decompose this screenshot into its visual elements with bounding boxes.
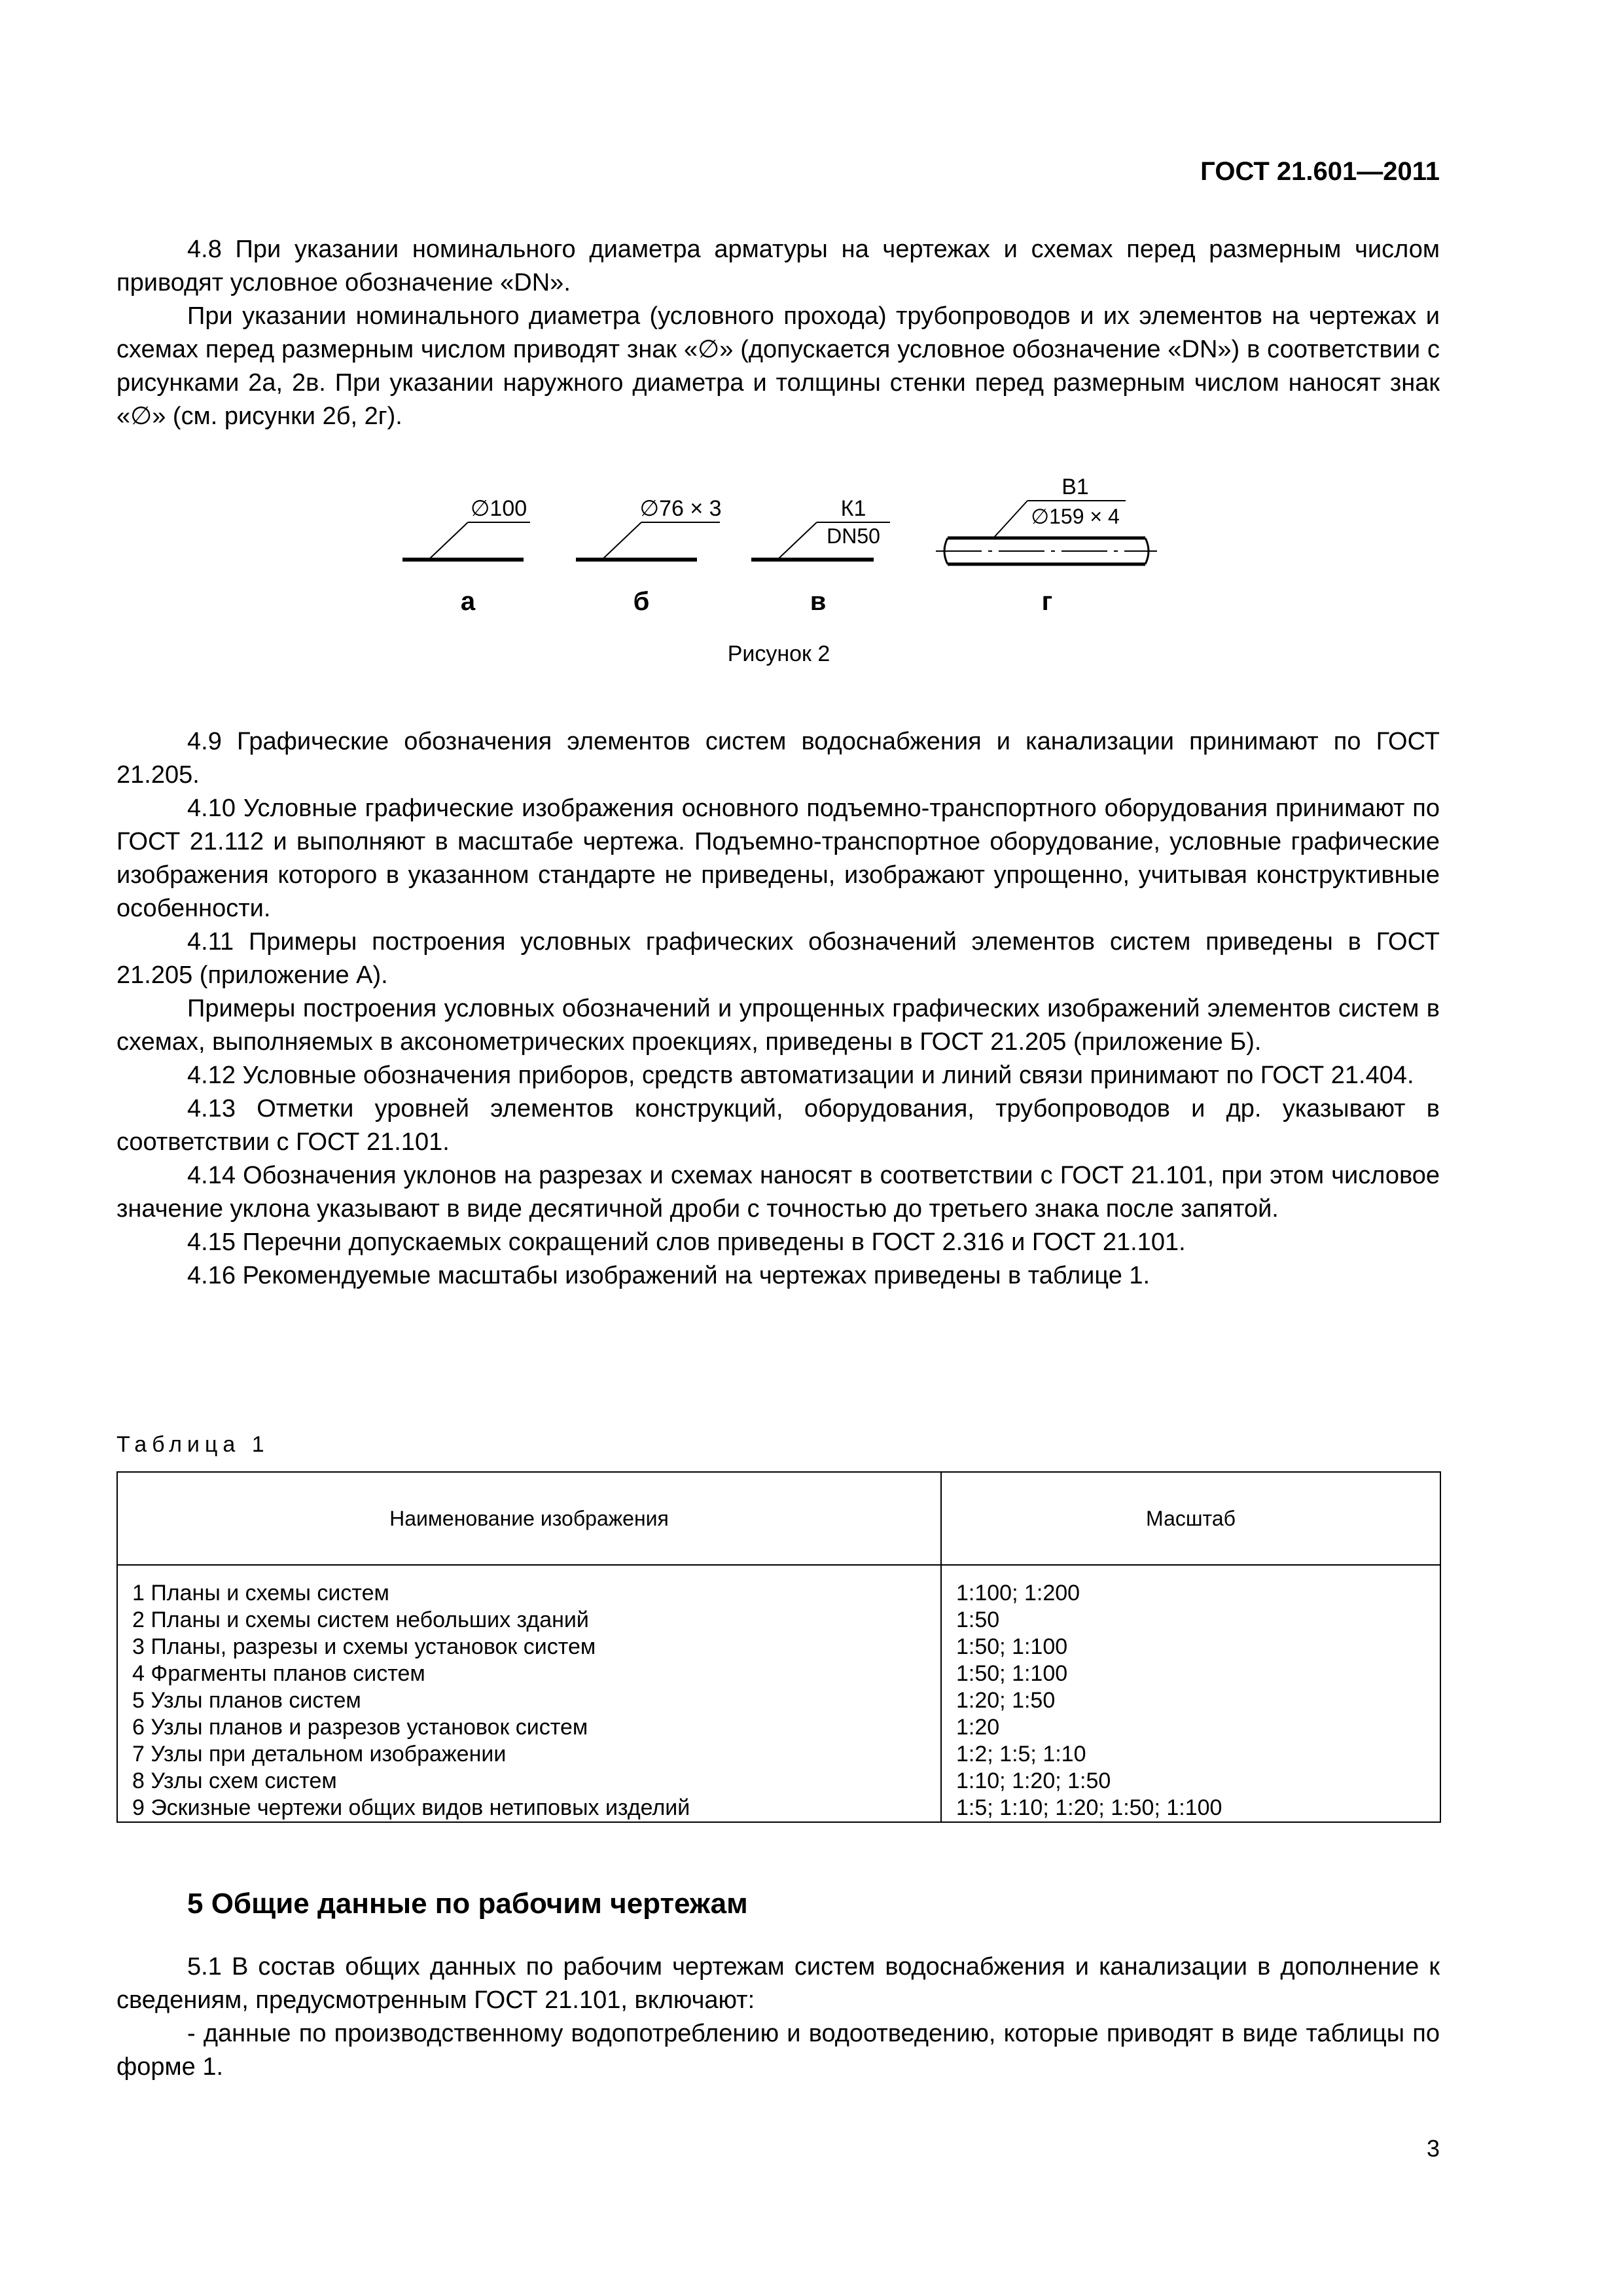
figure-a-label: а <box>460 587 476 616</box>
figure-item-v <box>751 496 890 616</box>
figure-b-label: б <box>633 587 650 616</box>
table-row-scale: 1:50; 1:100 <box>956 1634 1068 1659</box>
figure-v-dn: DN50 <box>827 524 880 548</box>
table-row-name: 2 Планы и схемы систем небольших зданий <box>132 1607 589 1632</box>
document-number: ГОСТ 21.601—2011 <box>1200 157 1440 186</box>
table-1 <box>116 1471 1441 1820</box>
paragraph-5-1: 5.1 В состав общих данных по рабочим чертежам систем водоснабжения и канализации в дополнение к сведениям, предусмотренным ГОСТ 21.101, включают: <box>116 1953 1440 2014</box>
table-row-name: 4 Фрагменты планов систем <box>132 1661 425 1686</box>
figure-caption: Рисунок 2 <box>727 641 830 666</box>
figure-g-diameter: ∅159 × 4 <box>1031 505 1120 528</box>
paragraph-4-9: 4.9 Графические обозначения элементов систем водоснабжения и канализации принимают по ГОСТ 21.205. <box>116 728 1440 789</box>
body-paragraphs <box>116 725 1440 1293</box>
paragraph-4-8: 4.8 При указании номинального диаметра арматуры на чертежах и схемах перед размерным числом приводят условное обозначение «DN». <box>116 236 1440 296</box>
paragraph-5-1-item: - данные по производственному водопотреблению и водоотведению, которые приводят в виде таблицы по форме 1. <box>116 2020 1440 2081</box>
paragraph-4-8-continued: При указании номинального диаметра (условного прохода) трубопроводов и их элементов на чертежах и схемах перед размерным числом приводят знак «∅» (допускается условное обозначение «DN») в соответствии с рисунками 2а, 2в. При указании наружного диаметра и толщины стенки перед размерным числом наносят знак «∅» (см. рисунки 2б, 2г). <box>116 302 1440 430</box>
scale-column <box>941 1565 1440 1822</box>
paragraph-4-11-continued: Примеры построения условных обозначений и упрощенных графических изображений элементов систем в схемах, выполняемых в аксонометрических проекциях, приведены в ГОСТ 21.205 (приложение Б). <box>116 995 1440 1056</box>
paragraph-4-12: 4.12 Условные обозначения приборов, средств автоматизации и линий связи принимают по ГОСТ 21.404. <box>187 1062 1414 1089</box>
figure-g-label: г <box>1041 587 1053 616</box>
section-5-heading: 5 Общие данные по рабочим чертежам <box>187 1888 748 1920</box>
section-5-paragraphs <box>116 1950 1440 2084</box>
figure-item-b <box>576 496 722 616</box>
table-row-scale: 1:20; 1:50 <box>956 1688 1056 1713</box>
table-row-name: 6 Узлы планов и разрезов установок систем <box>132 1715 588 1740</box>
figure-v-label: в <box>810 587 827 616</box>
table-row-scale: 1:50 <box>956 1607 1000 1632</box>
figure-a-diameter: ∅100 <box>470 496 527 521</box>
figure-item-a <box>402 496 530 616</box>
figure-2-drawing <box>393 458 1171 668</box>
paragraph-4-10: 4.10 Условные графические изображения основного подъемно-транспортного оборудования принимают по ГОСТ 21.112 и выполняют в масштабе чертежа. Подъемно-транспортное оборудование, условные графические изображения которого в указанном стандарте не приведены, изображают упрощенно, учитывая конструктивные особенности. <box>116 795 1440 922</box>
page-number: 3 <box>1427 2135 1440 2162</box>
name-column <box>117 1565 941 1822</box>
figure-v-code: К1 <box>840 496 866 521</box>
table-row-scale: 1:100; 1:200 <box>956 1581 1080 1605</box>
paragraph-4-13: 4.13 Отметки уровней элементов конструкций, оборудования, трубопроводов и др. указывают в соответствии с ГОСТ 21.101. <box>116 1095 1440 1156</box>
table-row-name: 9 Эскизные чертежи общих видов нетиповых изделий <box>132 1795 690 1820</box>
header-scale: Масштаб <box>941 1472 1440 1565</box>
table-caption: Таблица 1 <box>116 1432 270 1457</box>
paragraph-4-11: 4.11 Примеры построения условных графических обозначений элементов систем приведены в ГОСТ 21.205 (приложение А). <box>116 928 1440 989</box>
table-row-scale: 1:2; 1:5; 1:10 <box>956 1742 1086 1767</box>
table-header-row <box>117 1472 1440 1565</box>
figure-item-g <box>936 475 1157 616</box>
figure-2 <box>393 458 1171 668</box>
table-row-name: 1 Планы и схемы систем <box>132 1581 389 1605</box>
table-row-name: 8 Узлы схем систем <box>132 1768 337 1793</box>
table-row-scale: 1:5; 1:10; 1:20; 1:50; 1:100 <box>956 1795 1222 1820</box>
paragraph-4-15: 4.15 Перечни допускаемых сокращений слов приведены в ГОСТ 2.316 и ГОСТ 21.101. <box>187 1229 1186 1256</box>
paragraph-4-16: 4.16 Рекомендуемые масштабы изображений на чертежах приведены в таблице 1. <box>187 1262 1150 1289</box>
header-name: Наименование изображения <box>117 1472 941 1565</box>
table-row-name: 5 Узлы планов систем <box>132 1688 361 1713</box>
figure-b-diameter: ∅76 × 3 <box>639 496 722 521</box>
table-row-name: 3 Планы, разрезы и схемы установок систем <box>132 1634 596 1659</box>
table-row-name: 7 Узлы при детальном изображении <box>132 1742 507 1767</box>
table-body-row <box>117 1565 1440 1822</box>
figure-g-code: В1 <box>1061 475 1089 499</box>
table-row-scale: 1:20 <box>956 1715 1000 1740</box>
paragraph-4-14: 4.14 Обозначения уклонов на разрезах и схемах наносят в соответствии с ГОСТ 21.101, при этом числовое значение уклона указывают в виде десятичной дроби с точностью до третьего знака после запятой. <box>116 1162 1440 1223</box>
table-row-scale: 1:50; 1:100 <box>956 1661 1068 1686</box>
intro-paragraphs <box>116 233 1440 433</box>
table-row-scale: 1:10; 1:20; 1:50 <box>956 1768 1111 1793</box>
